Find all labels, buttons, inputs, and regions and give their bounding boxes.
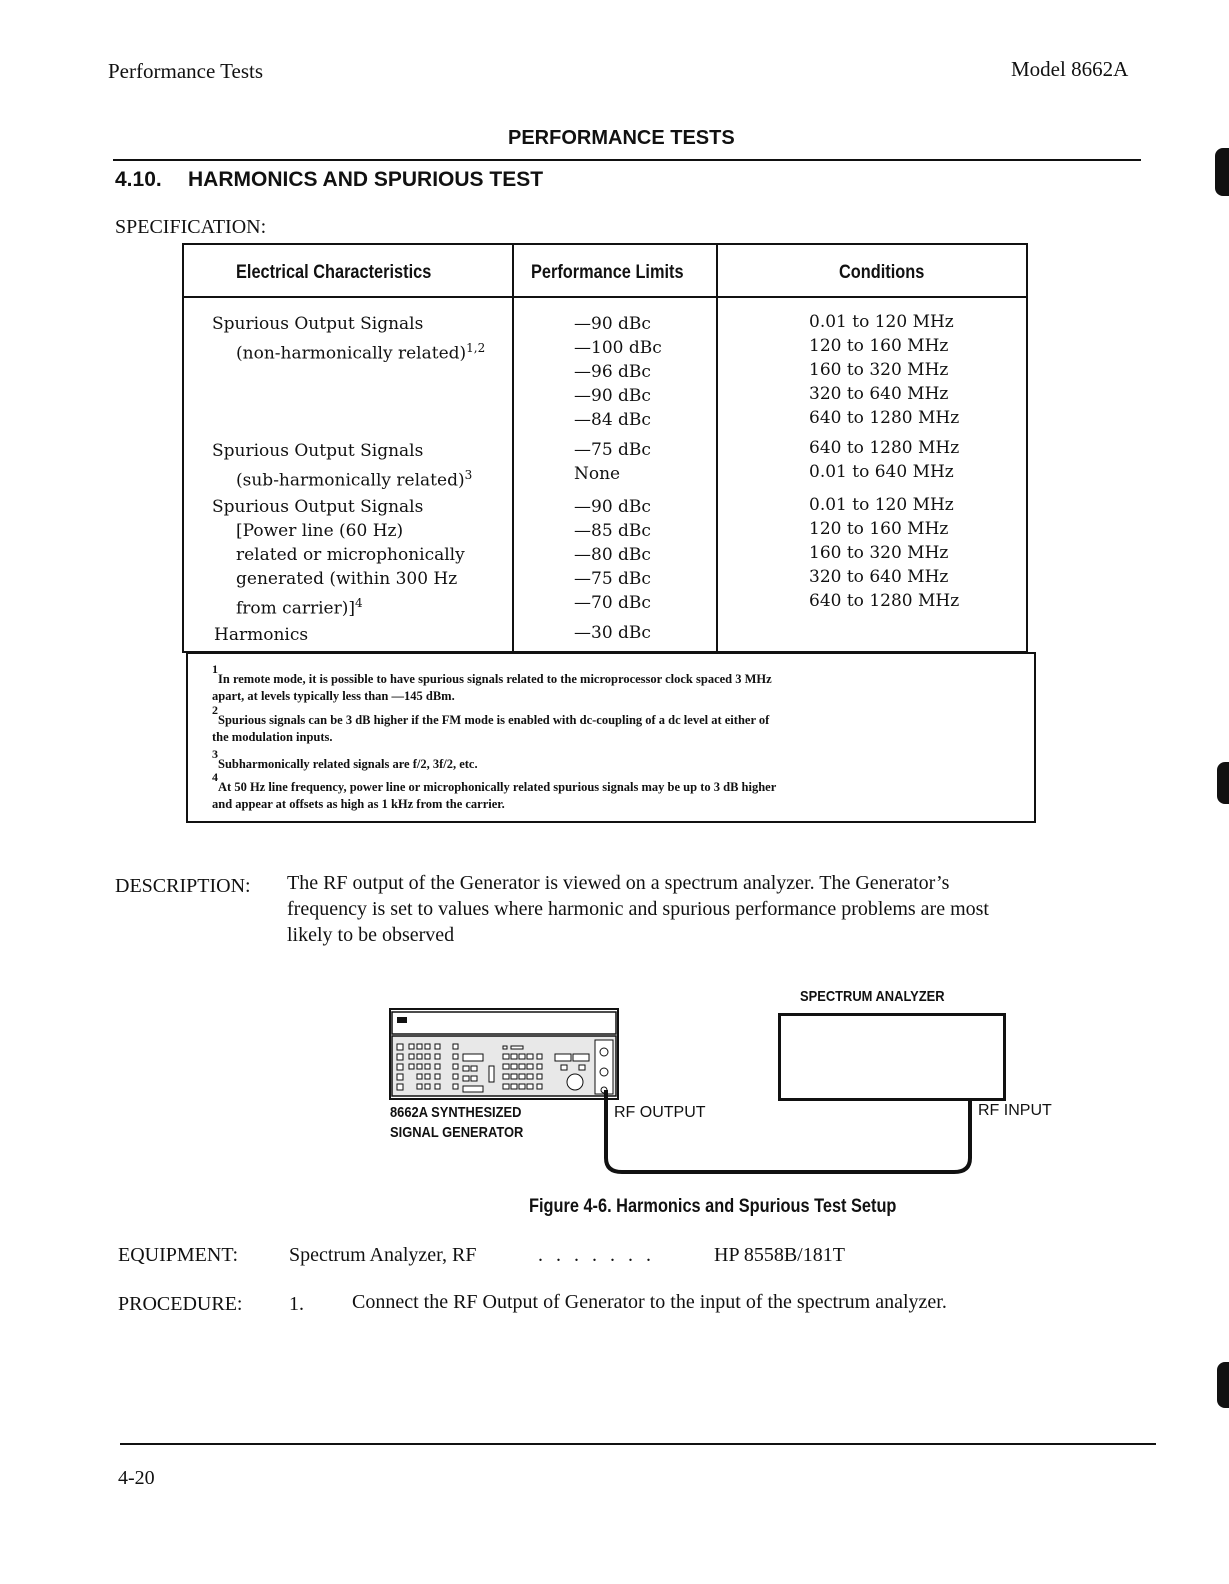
characteristic-qualifier: (non-harmonically related)$^{1,2}$ [236, 341, 486, 364]
signal-generator-front-panel-icon [391, 1010, 617, 1098]
condition-value: 120 to 160 MHz [809, 519, 949, 539]
characteristic-name: Spurious Output Signals [212, 441, 424, 461]
footnote: $^3$Subharmonically related signals are f/2, 3f/2, etc. [212, 747, 478, 772]
limit-value: —84 dBc [574, 410, 651, 430]
limit-value: —90 dBc [574, 314, 651, 334]
spectrum-analyzer-label: SPECTRUM ANALYZER [800, 988, 945, 1005]
table-cell [212, 439, 472, 493]
limits-list [574, 312, 662, 432]
spec-table [182, 243, 1028, 653]
limit-value: —96 dBc [574, 362, 651, 382]
condition-value: 160 to 320 MHz [809, 543, 949, 563]
rf-cable-icon [600, 1080, 980, 1180]
conditions-list [809, 493, 959, 613]
characteristic-qualifier: related or microphonically [236, 545, 465, 565]
limit-value: —85 dBc [574, 521, 651, 541]
conditions-list [809, 310, 959, 430]
limit-value: —80 dBc [574, 545, 651, 565]
running-header-left: Performance Tests [108, 59, 264, 83]
table-cell [212, 495, 465, 621]
characteristic-qualifier: from carrier)]$^4$ [236, 596, 363, 619]
limit-value: —70 dBc [574, 593, 651, 613]
limit-value: —30 dBc [574, 623, 651, 643]
procedure-step-text: Connect the RF Output of Generator to the input of the spectrum analyzer. [352, 1291, 947, 1313]
limit-value: None [574, 464, 621, 484]
binder-hole-mark [1217, 1362, 1229, 1408]
condition-value: 120 to 160 MHz [809, 336, 949, 356]
test-number: 4.10. [115, 168, 162, 191]
equipment-item: Spectrum Analyzer, RF [289, 1244, 477, 1266]
equipment-label: EQUIPMENT: [118, 1244, 239, 1266]
characteristic-qualifier: generated (within 300 Hz [236, 569, 458, 589]
condition-value: 0.01 to 120 MHz [809, 312, 954, 332]
test-title: HARMONICS AND SPURIOUS TEST [188, 168, 544, 191]
limits-list [574, 495, 651, 615]
limit-value: —90 dBc [574, 386, 651, 406]
column-header-limits: Performance Limits [531, 262, 684, 283]
condition-value: 640 to 1280 MHz [809, 591, 960, 611]
column-header-characteristics: Electrical Characteristics [236, 262, 432, 283]
rf-input-label: RF INPUT [978, 1102, 1052, 1119]
limit-value: —90 dBc [574, 497, 651, 517]
footnote: $^1$In remote mode, it is possible to have spurious signals related to the microprocessor clock spaced 3 MHz apart, at levels typically less than —145 dBm. [212, 662, 772, 704]
limit-value: —100 dBc [574, 338, 662, 358]
condition-value: 640 to 1280 MHz [809, 438, 960, 458]
table-divider [716, 245, 718, 651]
specification-label: SPECIFICATION: [115, 216, 267, 238]
limits-list [574, 438, 651, 486]
description-text: The RF output of the Generator is viewed on a spectrum analyzer. The Generator’s frequency is set to values where harmonic and spurious performance problems are most likely to be observed [287, 872, 989, 946]
characteristic-qualifier: (sub-harmonically related)$^3$ [236, 468, 473, 491]
equipment-model: HP 8558B/181T [714, 1244, 845, 1266]
signal-generator-illustration [389, 1008, 619, 1100]
binder-hole-mark [1215, 148, 1229, 196]
table-header-rule [184, 296, 1026, 298]
limit-value: —75 dBc [574, 569, 651, 589]
equipment-leader: . . . . . . . [538, 1244, 655, 1266]
condition-value: 160 to 320 MHz [809, 360, 949, 380]
table-divider [512, 245, 514, 651]
page-number: 4-20 [118, 1467, 155, 1489]
condition-value: 0.01 to 120 MHz [809, 495, 954, 515]
figure-caption: Figure 4-6. Harmonics and Spurious Test Setup [529, 1196, 897, 1217]
table-cell [212, 312, 485, 366]
conditions-list [809, 436, 959, 484]
procedure-label: PROCEDURE: [118, 1293, 243, 1315]
generator-label-line1: 8662A SYNTHESIZED [390, 1104, 522, 1121]
footnote: $^2$Spurious signals can be 3 dB higher if the FM mode is enabled with dc-coupling of a dc level at either of the modulation inputs. [212, 703, 770, 745]
condition-value: 0.01 to 640 MHz [809, 462, 954, 482]
procedure-step-number: 1. [289, 1293, 304, 1315]
generator-label-line2: SIGNAL GENERATOR [390, 1124, 524, 1141]
characteristic-qualifier: [Power line (60 Hz) [236, 521, 404, 541]
section-rule [113, 159, 1141, 161]
characteristic-name: Harmonics [214, 625, 309, 645]
running-header-right: Model 8662A [1011, 57, 1129, 81]
characteristic-name: Spurious Output Signals [212, 314, 424, 334]
column-header-conditions: Conditions [839, 262, 925, 283]
rf-output-label: RF OUTPUT [614, 1104, 706, 1121]
condition-value: 640 to 1280 MHz [809, 408, 960, 428]
footnotes-box [186, 652, 1036, 823]
footnote: $^4$At 50 Hz line frequency, power line or microphonically related spurious signals may be up to 3 dB higher and appear at offsets as high as 1 kHz from the carrier. [212, 770, 777, 812]
limit-value: —75 dBc [574, 440, 651, 460]
section-title: PERFORMANCE TESTS [508, 127, 735, 149]
description-label: DESCRIPTION: [115, 875, 251, 897]
footer-rule [120, 1443, 1156, 1445]
condition-value: 320 to 640 MHz [809, 384, 949, 404]
characteristic-name: Spurious Output Signals [212, 497, 424, 517]
binder-hole-mark [1217, 762, 1229, 804]
condition-value: 320 to 640 MHz [809, 567, 949, 587]
